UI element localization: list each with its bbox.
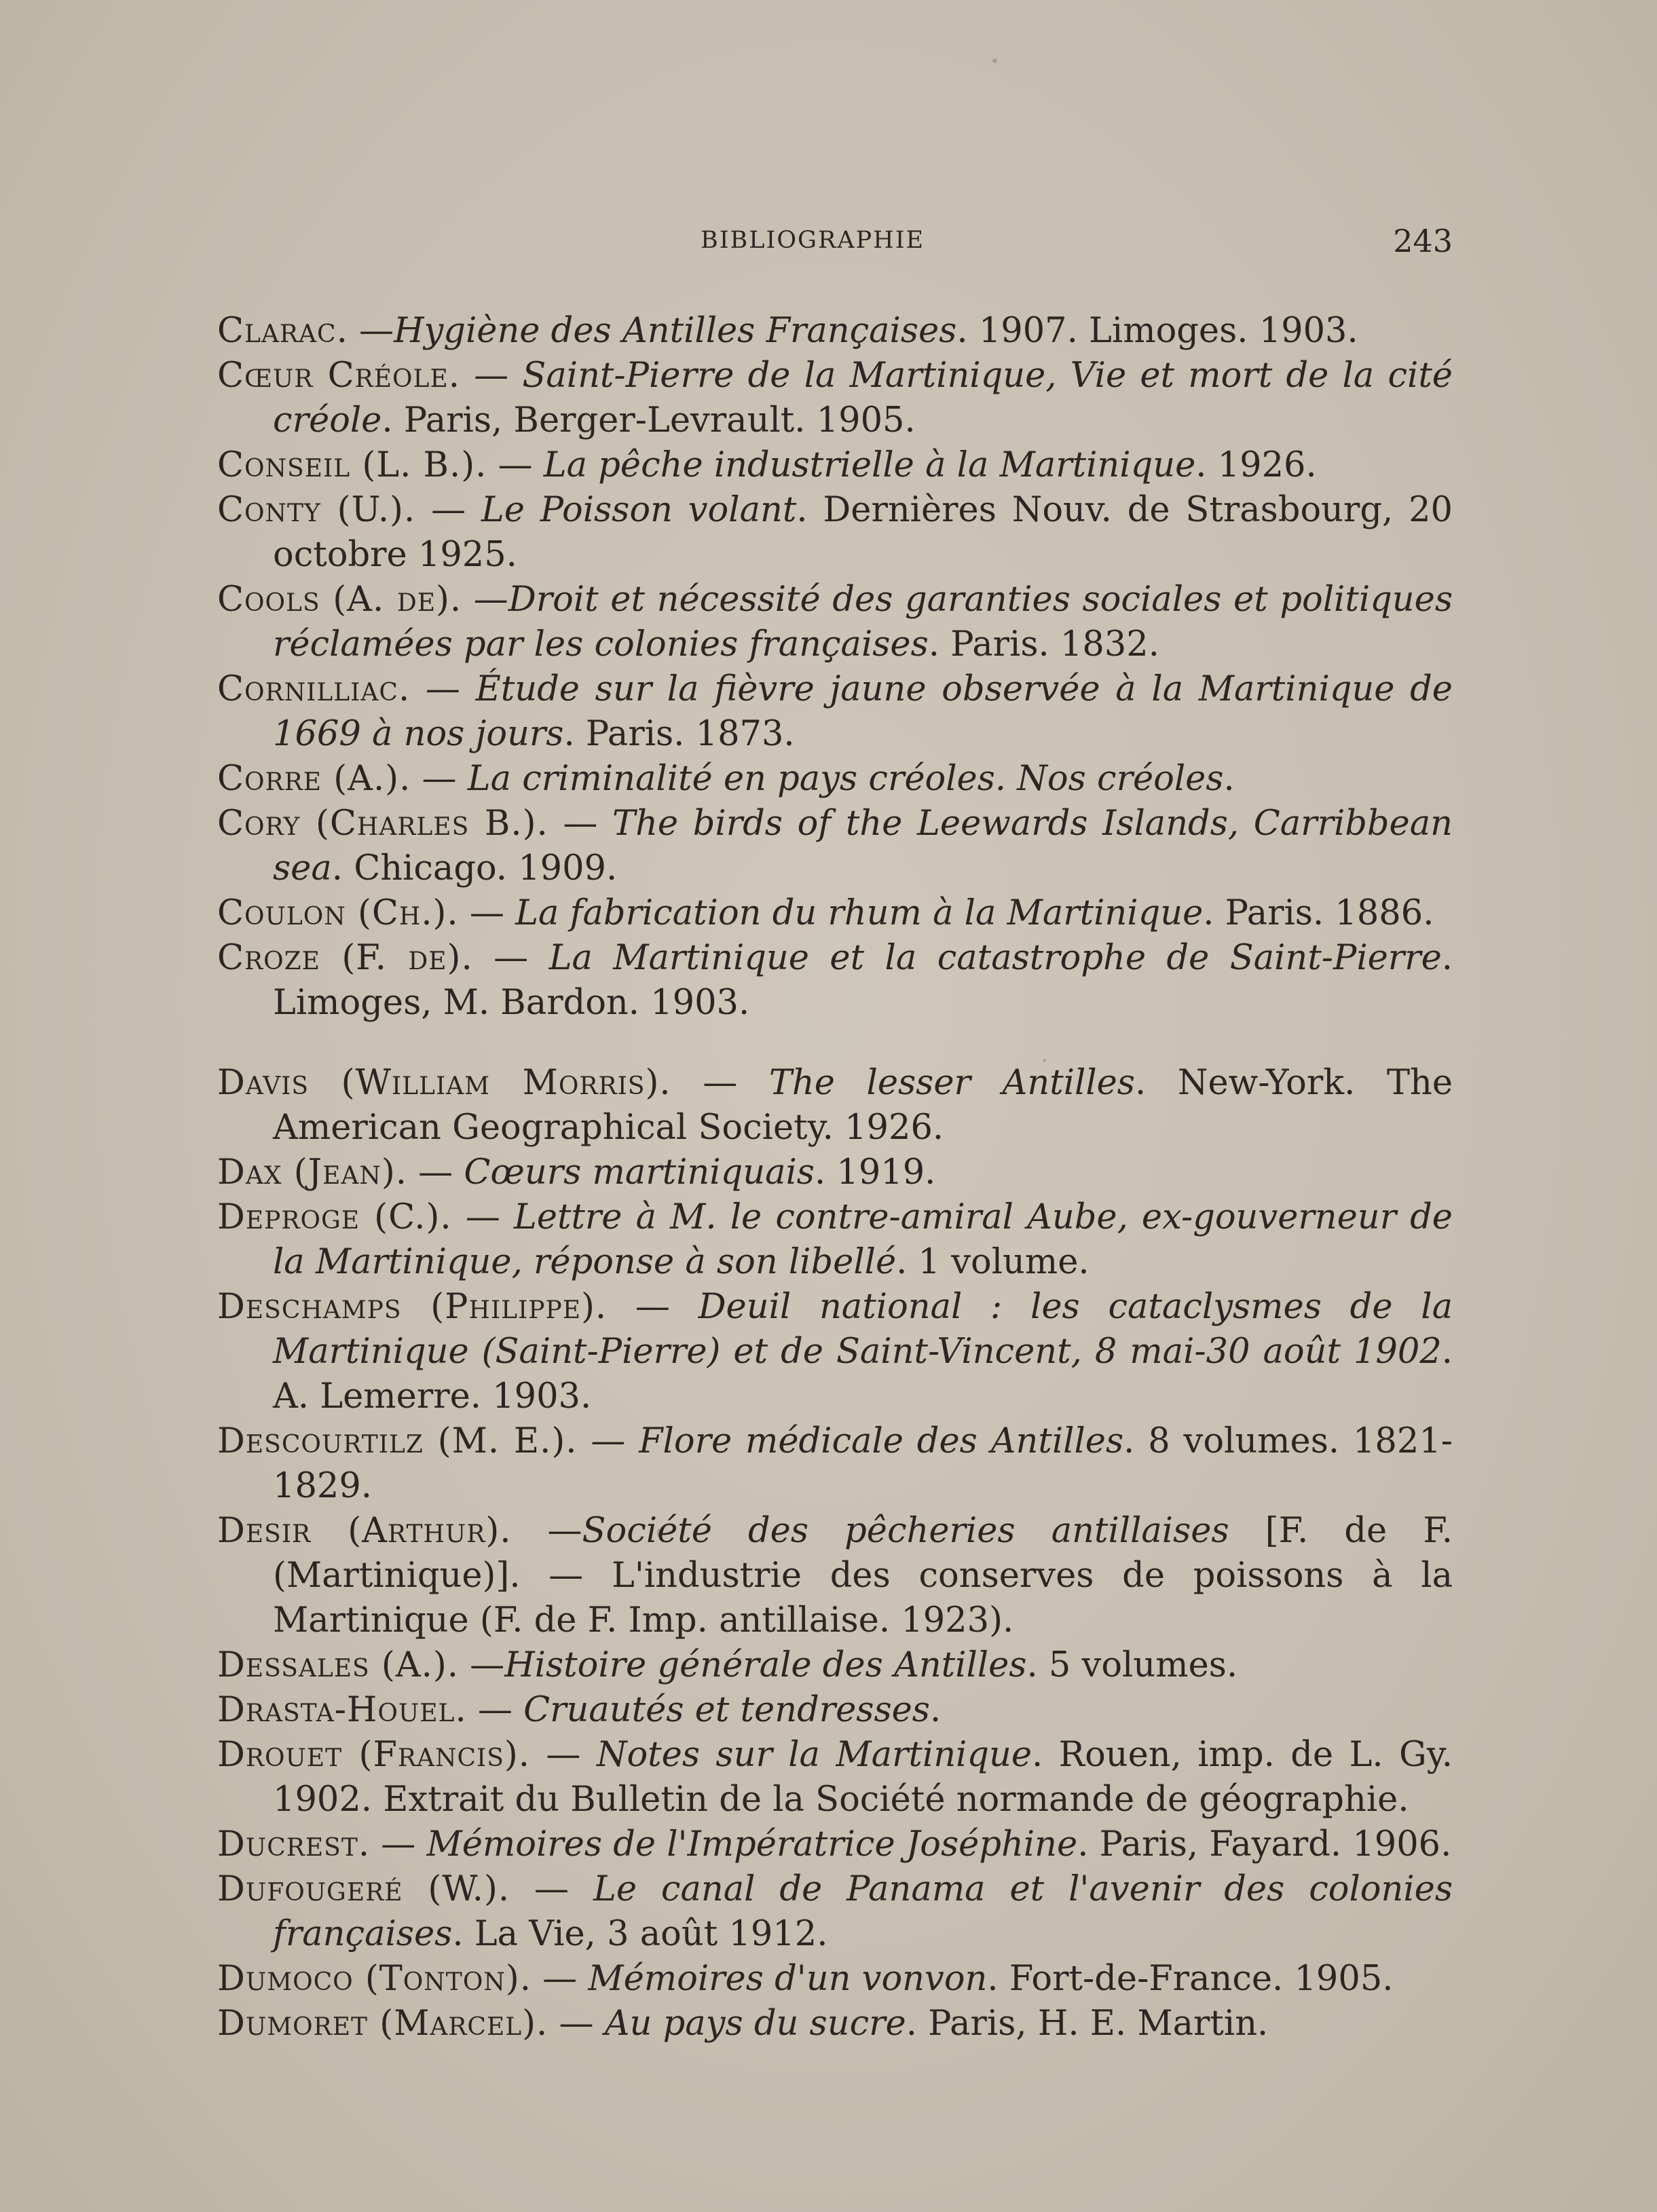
- entry-details: . La Vie, 3 août 1912.: [452, 1914, 828, 1954]
- bibliography-entry: [217, 1150, 1453, 1195]
- entry-details: . Paris, Berger-Levrault. 1905.: [381, 400, 916, 440]
- entry-separator: —: [415, 490, 481, 530]
- entry-separator: —: [370, 1824, 427, 1864]
- bibliography-entry: [217, 1688, 1453, 1733]
- entry-title: Au pays du sucre: [604, 2004, 906, 2044]
- entry-title: The birds of the Leewards Islands, Carribbean sea: [273, 804, 1453, 888]
- entry-separator: —: [548, 2004, 605, 2044]
- bibliography-entry: [217, 1867, 1453, 1957]
- entry-author: Deschamps (Philippe).: [217, 1287, 608, 1327]
- entry-details: . 5 volumes.: [1026, 1645, 1238, 1685]
- entry-separator: —: [460, 356, 523, 396]
- bibliography-entry: [217, 1643, 1453, 1688]
- bibliography-entry: [217, 757, 1453, 802]
- entry-title: Le Poisson volant: [481, 490, 797, 530]
- entry-title: Mémoires d'un vonvon: [588, 1959, 988, 1999]
- entry-author: Dufougeré (W.).: [217, 1869, 510, 1909]
- entry-title: La fabrication du rhum à la Martinique: [515, 893, 1204, 933]
- entry-separator: —: [462, 580, 508, 620]
- entry-details: . Rouen, imp. de L. Gy. 1902. Extrait du Bulletin de la Société normande de géographie.: [273, 1735, 1453, 1820]
- running-title: BIBLIOGRAPHIE: [701, 227, 925, 254]
- entry-separator: —: [511, 1511, 582, 1551]
- entry-author: Cory (Charles B.).: [217, 804, 548, 844]
- bibliography-entry: [217, 1285, 1453, 1419]
- entry-details: . New-York. The American Geographical Society. 1926.: [273, 1063, 1453, 1148]
- entry-details: . Paris. 1832.: [928, 624, 1159, 664]
- bibliography-entry: [217, 578, 1453, 667]
- bibliography-entry: [217, 488, 1453, 578]
- entry-author: Croze (F. de).: [217, 938, 473, 978]
- entry-separator: —: [451, 1197, 514, 1237]
- bibliography-entry: [217, 1509, 1453, 1643]
- entry-details: .: [929, 1690, 942, 1730]
- entry-details: . Paris, H. E. Martin.: [906, 2004, 1269, 2044]
- bibliography-entry: [217, 354, 1453, 443]
- entry-title: Flore médicale des Antilles: [639, 1421, 1124, 1461]
- entry-details: .: [1223, 759, 1235, 799]
- entry-author: Clarac.: [217, 311, 348, 351]
- entry-details: . Dernières Nouv. de Strasbourg, 20 octobre 1925.: [273, 490, 1453, 575]
- page-number: 243: [1393, 223, 1453, 259]
- bibliography-entry: [217, 1419, 1453, 1509]
- bibliography-list: [217, 309, 1453, 2046]
- bibliography-entry: [217, 936, 1453, 1026]
- entry-details: . Limoges, M. Bardon. 1903.: [273, 938, 1453, 1023]
- entry-separator: —: [410, 669, 476, 709]
- entry-separator: —: [671, 1063, 769, 1103]
- entry-separator: —: [510, 1869, 593, 1909]
- entry-author: Dumoret (Marcel).: [217, 2004, 548, 2044]
- entry-title: Cruautés et tendresses: [523, 1690, 930, 1730]
- entry-details: . 1 volume.: [896, 1242, 1090, 1282]
- entry-details: [F. de F. (Martinique)]. — L'industrie des conserves de poissons à la Martinique (F. de F. Imp. antillaise. 1923).: [273, 1511, 1453, 1641]
- entry-title: Lettre à M. le contre-amiral Aube, ex-gouverneur de la Martinique, réponse à son libellé: [273, 1197, 1453, 1282]
- entry-separator: —: [529, 1735, 597, 1775]
- entry-separator: —: [407, 1152, 464, 1193]
- entry-details: . Paris, Fayard. 1906.: [1077, 1824, 1452, 1864]
- entry-author: Coulon (Ch.).: [217, 893, 459, 933]
- entry-details: . A. Lemerre. 1903.: [273, 1332, 1453, 1417]
- bibliography-entry: [217, 1195, 1453, 1285]
- bibliography-entry: [217, 1733, 1453, 1822]
- entry-separator: —: [548, 804, 613, 844]
- entry-title: Droit et nécessité des garanties sociales et politiques réclamées par les colonies françaises: [273, 580, 1453, 664]
- entry-separator: —: [531, 1959, 589, 1999]
- entry-separator: —: [466, 1690, 524, 1730]
- entry-separator: —: [472, 938, 549, 978]
- entry-details: . Paris. 1886.: [1203, 893, 1434, 933]
- entry-author: Davis (William Morris).: [217, 1063, 671, 1103]
- entry-separator: —: [411, 759, 468, 799]
- entry-author: Corre (A.).: [217, 759, 411, 799]
- entry-details: . Paris. 1873.: [563, 714, 795, 754]
- entry-title: Étude sur la fièvre jaune observée à la Martinique de 1669 à nos jours: [273, 669, 1453, 754]
- entry-title: La Martinique et la catastrophe de Saint-Pierre: [548, 938, 1442, 978]
- bibliography-entry: [217, 1957, 1453, 2002]
- bibliography-entry: [217, 667, 1453, 757]
- entry-author: Cornilliac.: [217, 669, 411, 709]
- entry-separator: —: [607, 1287, 699, 1327]
- bibliography-entry: [217, 1822, 1453, 1867]
- group-separator: [217, 1026, 1453, 1061]
- entry-author: Dumoco (Tonton).: [217, 1959, 532, 1999]
- entry-author: Cools (A. de).: [217, 580, 462, 620]
- paper-speck: [992, 58, 997, 63]
- entry-author: Conseil (L. B.).: [217, 445, 487, 485]
- entry-author: Drouet (Francis).: [217, 1735, 530, 1775]
- entry-separator: —: [577, 1421, 639, 1461]
- entry-author: Cœur Créole.: [217, 356, 460, 396]
- entry-title: Société des pêcheries antillaises: [582, 1511, 1229, 1551]
- entry-details: . Chicago. 1909.: [331, 848, 618, 888]
- entry-details: . 1907. Limoges. 1903.: [956, 311, 1358, 351]
- entry-author: Deproge (C.).: [217, 1197, 452, 1237]
- entry-author: Drasta-Houel.: [217, 1690, 467, 1730]
- bibliography-entry: [217, 1061, 1453, 1150]
- entry-title: Cœurs martiniquais: [464, 1152, 815, 1193]
- entry-title: La criminalité en pays créoles. Nos créoles: [467, 759, 1224, 799]
- entry-separator: —: [458, 893, 516, 933]
- entry-details: . Fort-de-France. 1905.: [987, 1959, 1394, 1999]
- entry-title: The lesser Antilles: [768, 1063, 1135, 1103]
- entry-title: Saint-Pierre de la Martinique, Vie et mort de la cité créole: [273, 356, 1453, 440]
- bibliography-entry: [217, 443, 1453, 488]
- entry-title: Deuil national : les cataclysmes de la Martinique (Saint-Pierre) et de Saint-Vincent, 8 mai-30 août 1902: [273, 1287, 1453, 1372]
- entry-author: Ducrest.: [217, 1824, 371, 1864]
- entry-author: Dax (Jean).: [217, 1152, 407, 1193]
- entry-author: Descourtilz (M. E.).: [217, 1421, 578, 1461]
- bibliography-entry: [217, 891, 1453, 936]
- entry-separator: —: [458, 1645, 505, 1685]
- entry-separator: —: [348, 311, 394, 351]
- bibliography-entry: [217, 802, 1453, 891]
- bibliography-entry: [217, 309, 1453, 354]
- entry-title: Le canal de Panama et l'avenir des colonies françaises: [273, 1869, 1453, 1954]
- entry-separator: —: [487, 445, 544, 485]
- entry-title: Notes sur la Martinique: [596, 1735, 1032, 1775]
- entry-details: . 1919.: [814, 1152, 936, 1193]
- entry-title: Mémoires de l'Impératrice Joséphine: [426, 1824, 1078, 1864]
- entry-author: Dessales (A.).: [217, 1645, 459, 1685]
- entry-author: Desir (Arthur).: [217, 1511, 512, 1551]
- entry-title: Hygiène des Antilles Françaises: [394, 311, 957, 351]
- entry-details: . 8 volumes. 1821-1829.: [273, 1421, 1453, 1506]
- entry-author: Conty (U.).: [217, 490, 416, 530]
- bibliography-entry: [217, 2002, 1453, 2046]
- entry-title: La pêche industrielle à la Martinique: [543, 445, 1196, 485]
- entry-title: Histoire générale des Antilles: [504, 1645, 1027, 1685]
- entry-details: . 1926.: [1195, 445, 1317, 485]
- page-header: [217, 223, 1453, 263]
